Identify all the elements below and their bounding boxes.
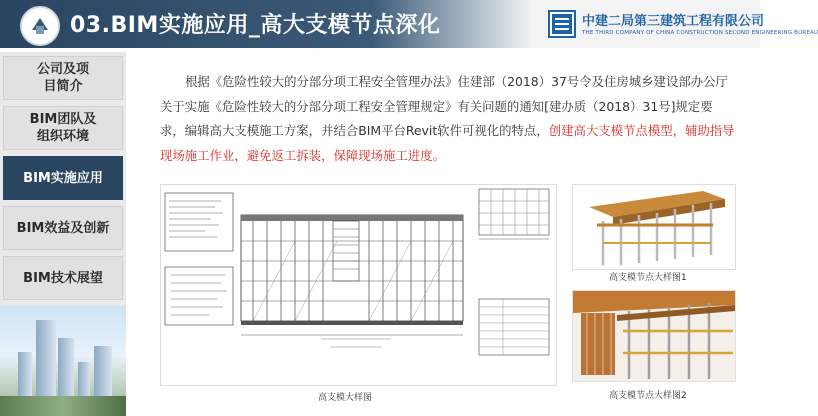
- sidebar-item-bim-outlook[interactable]: BIM技术展望: [3, 256, 123, 300]
- node-model-image-1: [572, 184, 736, 270]
- description-text: 根据《危险性较大的分部分项工程安全管理办法》住建部（2018）37号令及住房城乡建设部办公厅关于实施《危险性较大的分部分项工程安全管理规定》有关问题的通知[建办质（2018）31号]规定要求，编辑高大支模施工方案，并结合BIM平台Revit软件可视化的特点，: [160, 74, 728, 138]
- company-name: 中建二局第三建筑工程有限公司: [582, 14, 765, 29]
- page-title: 03.BIM实施应用_高大支模节点深化: [70, 13, 441, 38]
- formwork-drawing: [160, 184, 557, 386]
- slide-logo-icon: [20, 6, 60, 46]
- caption-main-drawing: 高支模大样图: [318, 393, 373, 403]
- company-subtitle: THE THIRD COMPANY OF CHINA CONSTRUCTION SECOND ENGINEERING BUREAU: [582, 30, 818, 36]
- caption-photo-2: 高支模节点大样图2: [609, 391, 687, 401]
- sidebar-item-bim-application[interactable]: BIM实施应用: [3, 156, 123, 200]
- sidebar-item-bim-team[interactable]: BIM团队及 组织环境: [3, 106, 123, 150]
- header: [0, 0, 818, 48]
- description-highlight: 创建高大支模节点模型，辅助指导现场施工作业，避免返工拆装，保障现场施工进度。: [160, 123, 735, 163]
- city-skyline-image: [0, 306, 126, 416]
- sidebar-item-bim-benefit[interactable]: BIM效益及创新: [3, 206, 123, 250]
- description-paragraph: [160, 70, 735, 168]
- company-logo-icon: [548, 10, 576, 38]
- caption-photo-1: 高支模节点大样图1: [609, 273, 687, 283]
- sidebar-item-company-intro[interactable]: 公司及项 目简介: [3, 56, 123, 100]
- node-model-image-2: [572, 290, 736, 382]
